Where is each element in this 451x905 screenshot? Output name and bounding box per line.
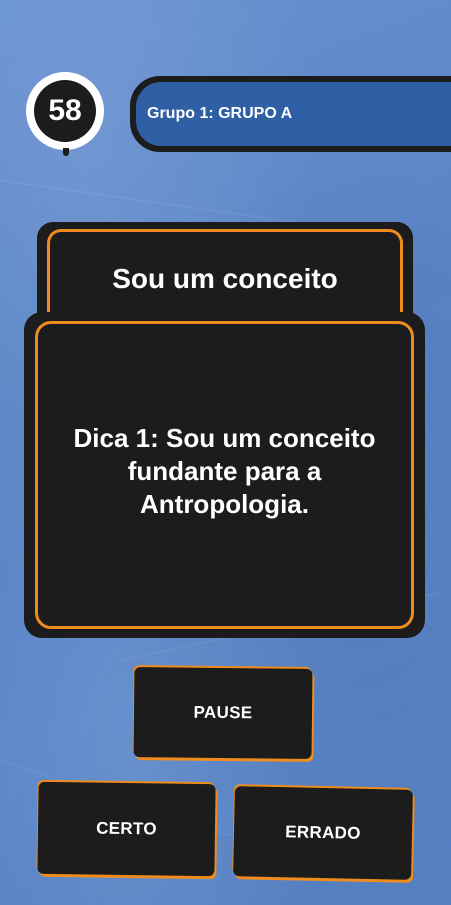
- wrong-button[interactable]: [233, 786, 413, 880]
- group-banner: [130, 76, 451, 152]
- group-label: Grupo 1: GRUPO A: [147, 105, 293, 122]
- timer-value: 58: [48, 94, 82, 127]
- timer: [26, 72, 104, 150]
- group-banner-inner: [136, 82, 451, 146]
- correct-button-label: CERTO: [96, 818, 157, 839]
- hint-card-frame: [35, 321, 414, 629]
- correct-button[interactable]: [37, 782, 215, 876]
- wrong-button-label: ERRADO: [285, 822, 361, 843]
- timer-face: [34, 80, 96, 142]
- timer-stem: [63, 148, 69, 156]
- hint-text: Dica 1: Sou um conceito fundante para a Antropologia.: [73, 422, 376, 519]
- word-text: Sou um conceito: [112, 263, 338, 294]
- pause-button[interactable]: [134, 667, 313, 759]
- paper-crease: [0, 180, 297, 223]
- pause-button-label: PAUSE: [193, 702, 253, 723]
- hint-card: [24, 312, 425, 638]
